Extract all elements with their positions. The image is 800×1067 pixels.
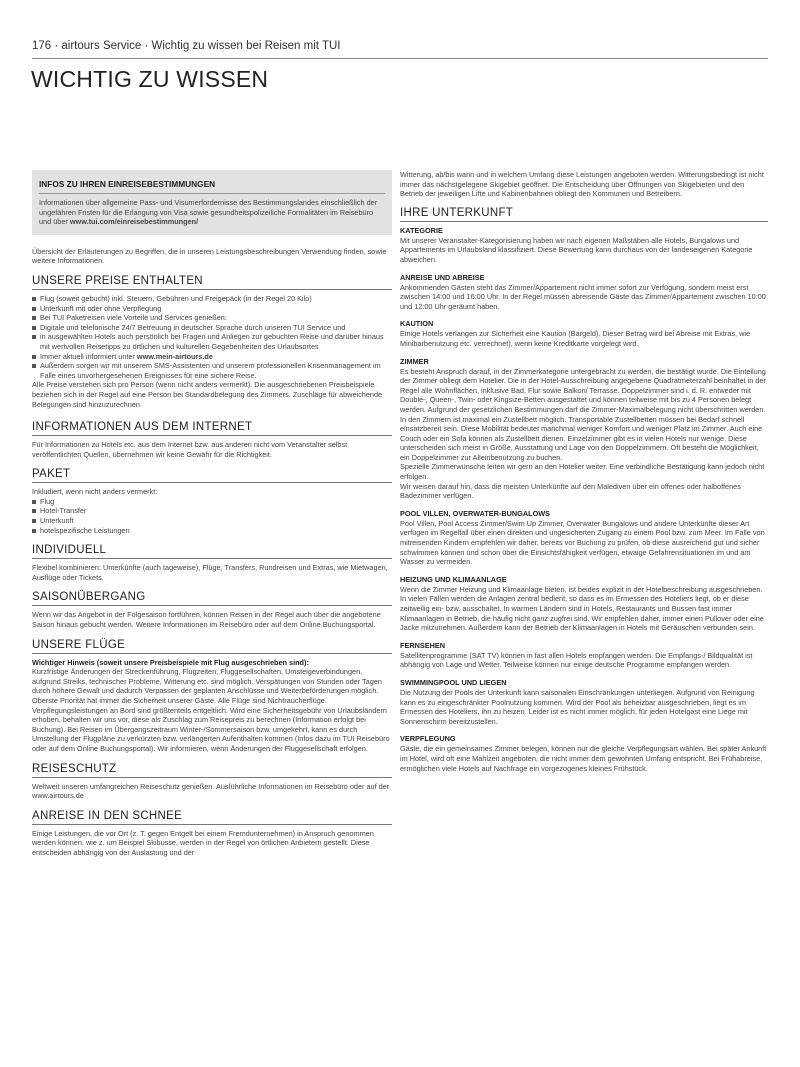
list-item: Außerdem sorgen wir mit unserem SMS-Assistenten und unserem professionellen Krisenmanagement im Falle eines unvorhergesehenen Ereignisses für eine sichere Reise. <box>32 361 392 380</box>
subsection-heading: POOL VILLEN, OVERWATER-BUNGALOWS <box>400 508 550 518</box>
list-item: Unterkunft mit oder ohne Verpflegung <box>32 304 392 314</box>
right-column <box>400 170 768 773</box>
intro-text: Übersicht der Erläuterungen zu Begriffen, die in unseren Leistungsbeschreibungen Verwendung finden, sowie weitere Informationen. <box>32 246 387 266</box>
header-divider <box>32 58 768 59</box>
subsection-heading: VERPFLEGUNG <box>400 734 456 744</box>
entry-requirements-box <box>32 170 392 235</box>
preise-footer: Alle Preise verstehen sich pro Person (wenn nicht anders vermerkt). Die ausgeschriebenen Preisbeispiele beziehen sich in der Regel auf eine Person bei Standardbelegung des Zimmers. Zuschläge für abweichende Belegungen sind hinzuzurechnen. <box>32 380 383 409</box>
subsection-text: Es besteht Anspruch darauf, in der Zimmerkategorie untergebracht zu werden, die bestätigt wurde. Die Einteilung der Zimmer obliegt dem Hotelier. Die in der Hotel-Ausschreibung angegebene Quadratmeterzahl beinhaltet in der Regel alle Wohnflächen, inklusive Bad, Flur sowie Balkon/ Terrasse. Doppelzimmer sind i. d. R. entweder mit Double-, Queen-, Twin- oder Kingsize-Betten ausgestattet und können teilweise mit bis zu 4 Personen belegt werden. Aufgrund der gesetzlichen Bestimmungen darf die Zimmer-Maximalbelegung nicht überschritten werden. In den Zimmern ist maximal ein Zustellbett möglich. Transportable Zustellbetten müssen bei Bedarf schnell einsatzbereit sein. Diese Mobilität bedeutet manchmal weniger Komfort und weniger Platz im Zimmer. Auch eine Couch oder ein Sofa können als Zustellbett dienen. Einzelzimmer gibt es in vielen Hotels nur wenige. Diese unterscheiden sich meist in Größe, Ausstattung und Lage von den Doppelzimmern. Oft besteht die Möglichkeit, ein Doppelzimmer zur Alleinbenutzung zu buchen. Spezielle Zimmerwünsche leiten wir gern an den Hotelier weiter. Eine verbindliche Bestätigung kann jedoch nicht erfolgen. Wir weisen darauf hin, dass die meisten Unterkünfte auf den Malediven über ein offenes oder halboffenes Badezimmer verfügen. <box>400 366 766 501</box>
section-heading-fluege: UNSERE FLÜGE <box>32 639 392 654</box>
section-heading-individuell: INDIVIDUELL <box>32 544 392 559</box>
infobox-text: Informationen über allgemeine Pass- und Visumerfordernisse des Bestimmungslandes einschließlich der ungefähren Fristen für die Erlangung von Visa sowie gesundheitspolizeiliche Formalitäten im Reisebüro und über www.tui.com/einreisebestimmungen/ <box>39 198 378 227</box>
section-heading-schnee: ANREISE IN DEN SCHNEE <box>32 810 392 825</box>
subsection-heading: FERNSEHEN <box>400 640 446 650</box>
list-item: Hotel-Transfer <box>32 506 392 516</box>
saison-text: Wenn wir das Angebot in der Folgesaison fortführen, können Reisen in der Regel auch über die angebotene Saison hinaus gebucht werden. Weitere Informationen im Reisebüro oder auf dem Online Buchungsportal. <box>32 610 381 630</box>
page-header: 176 · airtours Service · Wichtig zu wissen bei Reisen mit TUI <box>32 40 341 52</box>
unterkunft-sections <box>400 226 768 773</box>
section-heading-reiseschutz: REISESCHUTZ <box>32 763 392 778</box>
list-item: Digitale und telefonische 24/7 Betreuung in deutscher Sprache durch unseren TUI Service und <box>32 323 392 333</box>
internet-text: Für Informationen zu Hotels etc. aus dem Internet bzw. aus anderen nicht vom Veranstalter selbst veröffentlichten Quellen, übernehmen wir keine Gewähr für die Richtigkeit. <box>32 440 348 459</box>
list-item: Immer aktuell informiert unter www.mein-airtours.de <box>32 352 392 362</box>
subsection-text: Ankommenden Gästen steht das Zimmer/Appartement nicht immer sofort zur Verfügung, sondern meist erst zwischen 14:00 und 16:00 Uhr. In der Regel müssen abreisende Gäste das Zimmer/Appartement zwischen 10:00 und 12:00 Uhr geräumt haben. <box>400 282 766 311</box>
subsection-heading: HEIZUNG UND KLIMAANLAGE <box>400 574 507 584</box>
paket-list <box>32 497 392 535</box>
subsection-text: Gäste, die ein gemeinsames Zimmer belegen, können nur die gleiche Verpflegungsart wählen. Bei später Ankunft im Hotel, wird oft eine Mahlzeit angeboten, die nicht immer dem gewohnten Umfang entspricht. Bei Frühabreise, ermöglichen viele Hotels auf Nachfrage ein vorgezogenes kleines Frühstück. <box>400 744 767 773</box>
list-item: hotelspezifische Leistungen <box>32 526 392 536</box>
left-column <box>32 170 392 858</box>
schnee-text: Einige Leistungen, die vor Ort (z. T. gegen Entgelt bei einem Fremdunternehmen) in Anspruch genommen werden können, wie z. um Beispiel Skibusse, werden in der Regel von örtlichen Anbietern gestellt. Diese entscheiden abhängig von der Auslastung und der <box>32 828 374 857</box>
list-item: Unterkunft <box>32 516 392 526</box>
subsection-text: Wenn die Zimmer Heizung und Klimaanlage bieten, ist beides explizit in der Hotelbeschreibung ausgeschrieben. In vielen Fällen werden die Anlagen zentral bedient, so dass es im Ermessen des Hoteliers liegt, ob er diese zeitweilig ein- bzw. ausschaltet. In warmen Ländern sind in Hotels, Restaurants und Bussen fast immer Klimaanlagen in Betrieb, die häufig nicht ganz zugfrei sind. Wir empfehlen daher, immer einen Pullover oder eine Jacke mitzunehmen. Außerdem kann der Betrieb der Klimaanlagen in Hotels mit Geräuschen verbunden sein. <box>400 584 764 633</box>
preise-list <box>32 294 392 380</box>
list-item: Flug (soweit gebucht) inkl. Steuern, Gebühren und Freigepäck (in der Regel 20 Kilo) <box>32 294 392 304</box>
schnee-continued-text: Witterung, ab/bis wann und in welchem Umfang diese Leistungen angeboten werden. Witterungsbedingt ist nicht immer das nächstgelegene Skigebiet geöffnet. Die Entscheidung über Öffnungen von Skigebieten und den Betrieb der jeweiligen Lifte und Kabinenbahnen obliegt den Kommunen und Betreibern. <box>400 170 764 199</box>
mein-airtours-link[interactable]: www.mein-airtours.de <box>136 351 213 361</box>
infobox-heading: INFOS ZU IHREN EINREISEBESTIMMUNGEN <box>39 179 385 194</box>
entry-requirements-link[interactable]: www.tui.com/einreisebestimmungen/ <box>69 217 199 227</box>
page-title: WICHTIG ZU WISSEN <box>31 66 269 92</box>
subsection-heading: KATEGORIE <box>400 225 443 235</box>
list-item: Bei TUI Paketreisen viele Vorteile und Services genießen: <box>32 313 392 323</box>
paket-lead: Inkludiert, wenn nicht anders vermerkt: <box>32 487 158 497</box>
subsection-heading: SWIMMINGPOOL UND LIEGEN <box>400 677 507 687</box>
section-heading-internet: INFORMATIONEN AUS DEM INTERNET <box>32 421 392 436</box>
fluege-text: Wichtiger Hinweis (soweit unsere Preisbeispiele mit Flug ausgeschrieben sind): Kurzfristige Änderungen der Streckenführung, Flugzeiten, Fluggesellschaften, Umsteigeverbindungen, aufgrund Streiks, technischer Probleme, Witterung etc. sind möglich. Verspätungen von Stunden oder Tagen durch höhere Gewalt und dadurch Verpassen der geplanten Anschlüsse und Weiterbeförderungen möglich. Oberste Priorität hat immer die Sicherheit unserer Gäste. Alle Flüge sind Nichtraucherflüge. Verpflegungsleistungen an Bord sind größtenteils entgeltlich. Wird eine Sicherheitsgebühr von Urlaubsländern erhoben, behalten wir uns vor, diese als Zuschlag zum Reisepreis zu berechnen (Information erfolgt bei Buchung). Bei Reisen im Übergangszeitraum Winter-/Sommersaison bzw. umgekehrt, kann es durch Umstellung der Flugpläne zu verkürzten bzw. verlängerten Aufenthalten kommen (Infos dazu im TUI Reisebüro oder auf dem Online Buchungsportal). Wir informieren, wenn Änderungen der Fluggesellschaft erfolgen. <box>32 657 390 753</box>
subsection-heading: ZIMMER <box>400 356 429 366</box>
individuell-text: Flexibel kombinieren: Unterkünfte (auch tageweise), Flüge, Transfers, Rundreisen und Extras, wie Mietwagen, Ausflüge oder Tickets. <box>32 563 388 582</box>
reiseschutz-text: Weltweit unseren umfangreichen Reiseschutz genießen. Ausführliche Informationen im Reisebüro oder auf der www.airtours.de <box>32 781 390 801</box>
subsection-text: Pool Villen, Pool Access Zimmer/Swim Up Zimmer, Overwater Bungalows und andere Unterkünfte dieser Art verfügen im Regelfall über einen direkten und ungesicherten Zugang zu einem Pool bzw. zum Meer. Im Falle von mitreisenden Kindern empfehlen wir daher, bereits vor Buchung zu prüfen, ob diese ausreichend gut und sicher schwimmen können und schon über die Einsichtsfähigkeit verfügen, etwaige Gefahrensituationen im und am Wasser zu vermeiden. <box>400 518 765 567</box>
list-item: Flug <box>32 497 392 507</box>
section-heading-saison: SAISONÜBERGANG <box>32 591 392 606</box>
subsection-text: Mit unserer Veranstalter-Kategorisierung haben wir nach eigenen Maßstäben alle Hotels, Bungalows und Appartements im Urlaubsland klassifiziert. Diese Bewertung kann durchaus von der landeseigenen Kategorie abweichen. <box>400 235 753 264</box>
section-heading-preise: UNSERE PREISE ENTHALTEN <box>32 275 392 290</box>
subsection-heading: ANREISE UND ABREISE <box>400 272 485 282</box>
section-heading-unterkunft: IHRE UNTERKUNFT <box>400 207 768 222</box>
list-item: in ausgewählten Hotels auch persönlich bei Fragen und Anliegen zur gebuchten Reise und darüber hinaus mit wertvollen Reisetipps zu örtlichen und kulturellen Gegebenheiten des Urlaubsortes <box>32 332 392 351</box>
subsection-text: Einige Hotels verlangen zur Sicherheit eine Kaution (Bargeld). Dieser Betrag wird bei Abreise mit Extras, wie Minibarbenutzung etc. verrechnet), wenn keine Kreditkarte vorgelegt wird. <box>400 329 751 348</box>
subsection-text: Die Nutzung der Pools der Unterkunft kann saisonalen Einschränkungen unterliegen. Aufgrund von Reinigung kann es zu eingeschränkter Poolnutzung kommen. Wird der Pool als beheizbar ausgeschrieben, liegt es im Ermessen des Hoteliers, ihn zu heizen. Leider ist es nicht immer möglich, für jeden Hotelgast eine Liege mit Sonnenschirm bereitzustellen. <box>400 687 755 726</box>
subsection-text: Satellitenprogramme (SAT TV) können in fast allen Hotels empfangen werden. Die Empfangs-/ Bildqualität ist abhängig von Lage und Wetter. Teilweise können nur einige deutsche Programme empfangen werden. <box>400 650 753 670</box>
subsection-heading: KAUTION <box>400 319 434 329</box>
section-heading-paket: PAKET <box>32 468 392 483</box>
fluege-hinweis: Wichtiger Hinweis (soweit unsere Preisbeispiele mit Flug ausgeschrieben sind): <box>32 657 309 667</box>
